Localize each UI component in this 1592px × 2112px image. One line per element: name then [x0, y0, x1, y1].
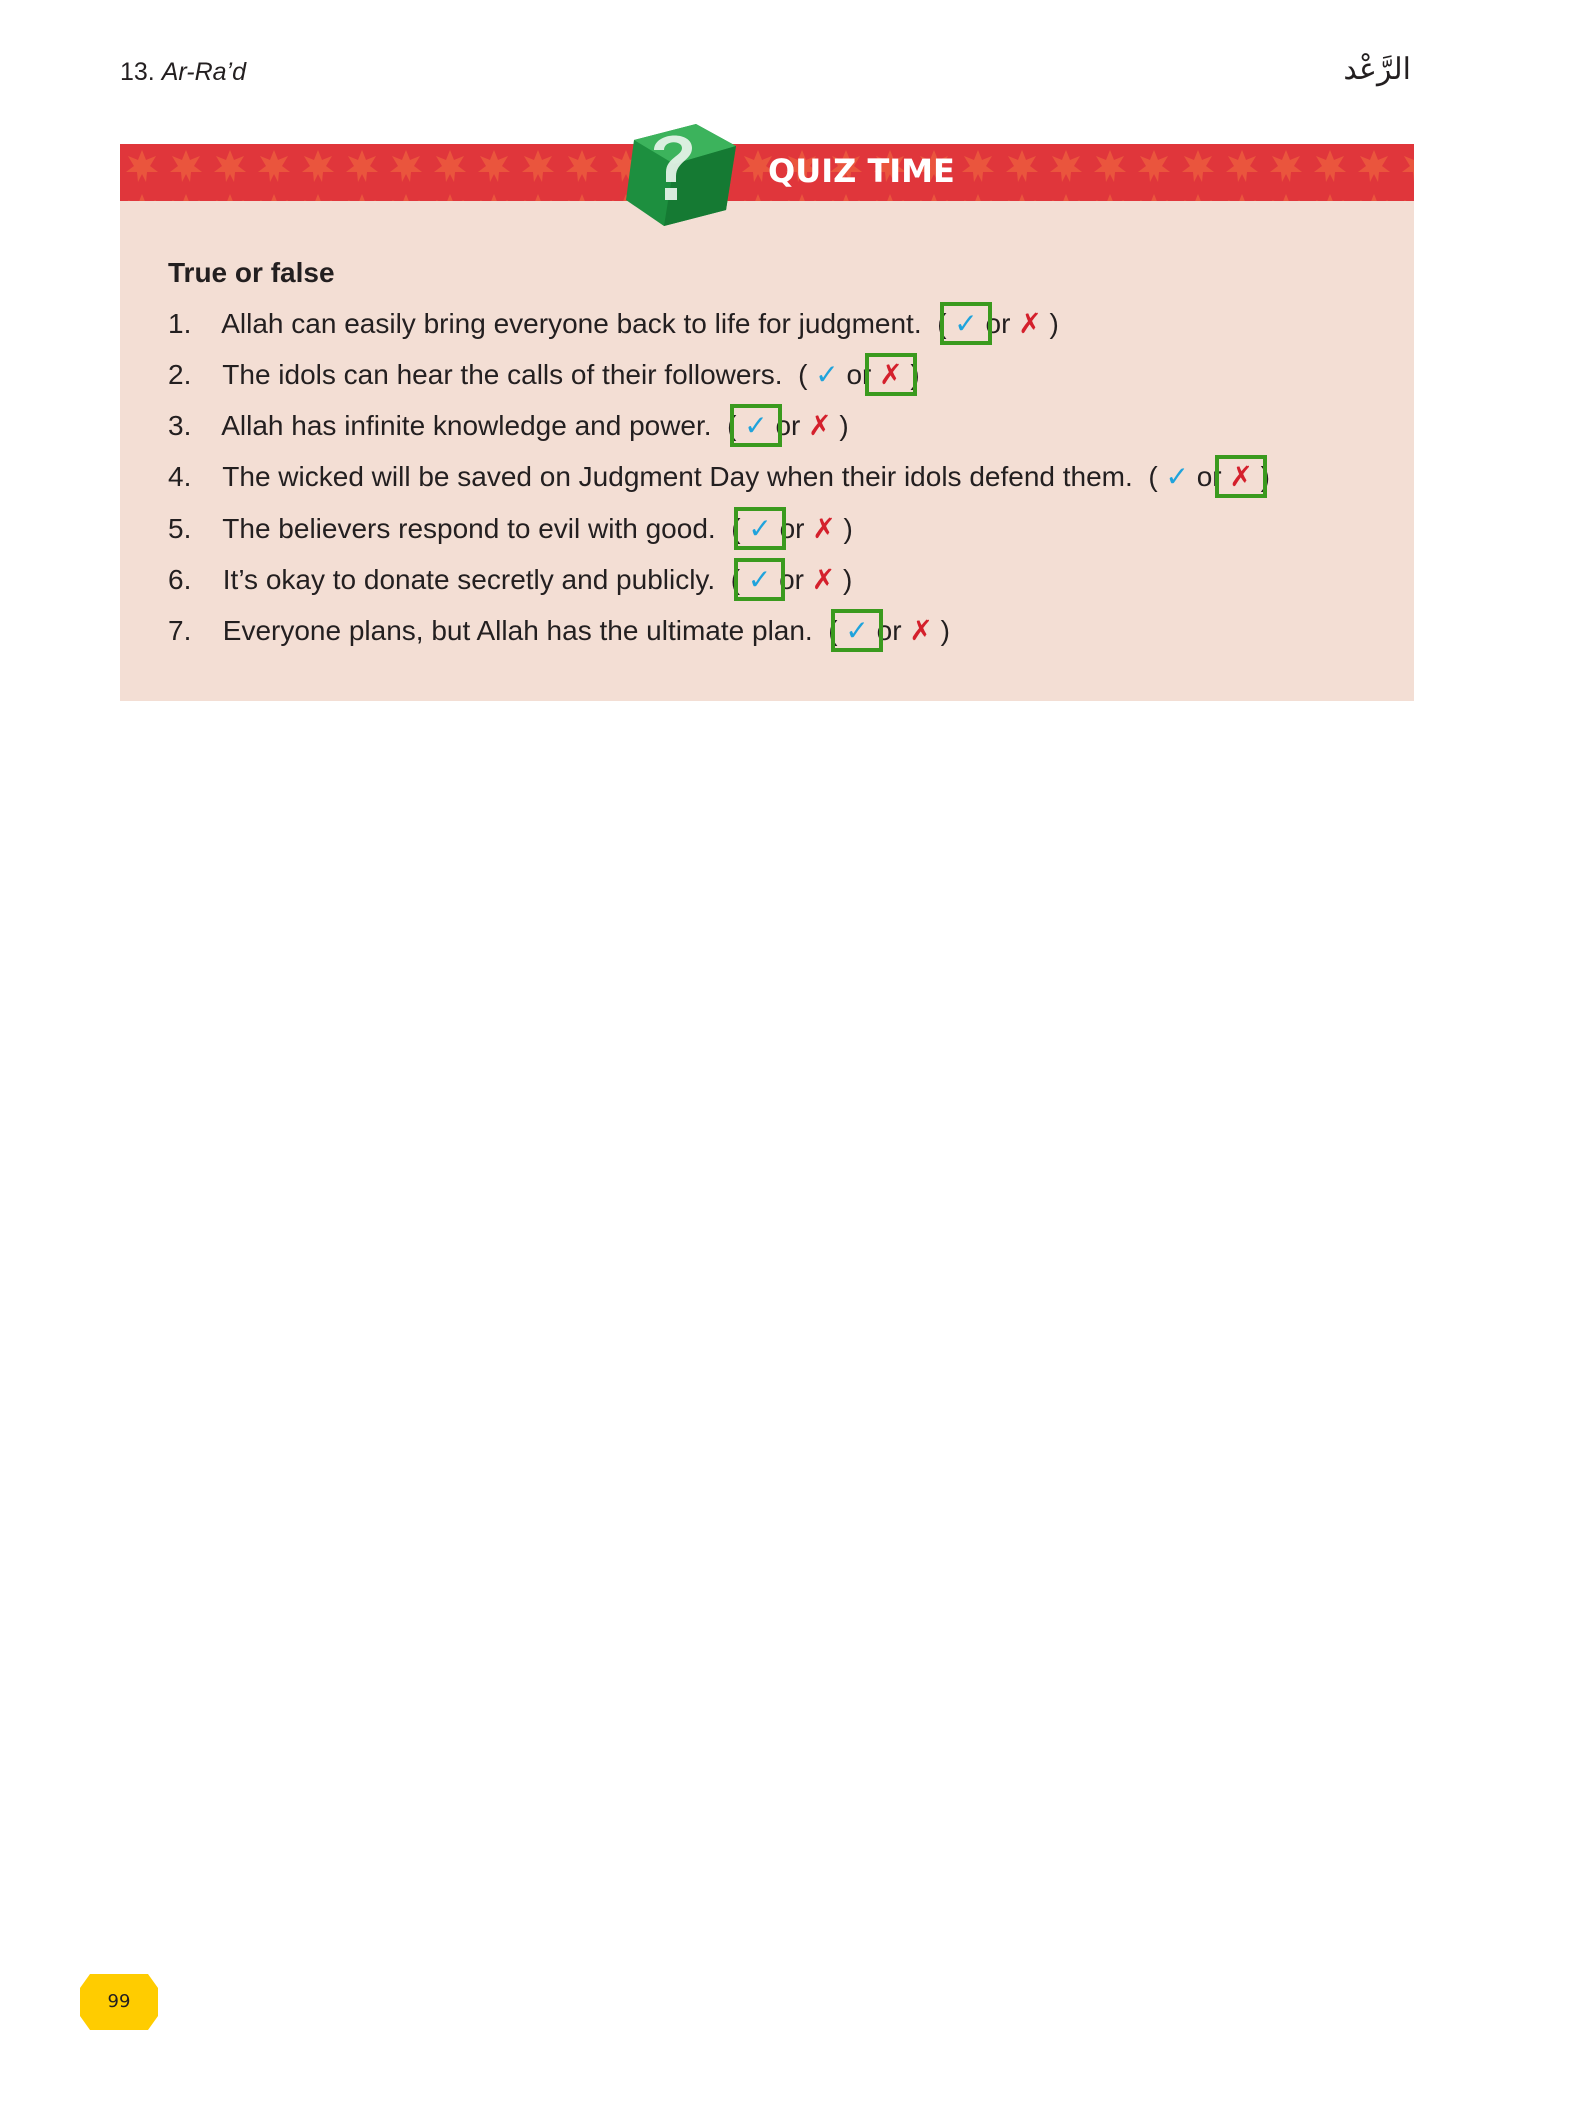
open-paren: ( — [828, 615, 838, 646]
cross-option[interactable]: ✗ — [811, 564, 836, 595]
quiz-box — [120, 144, 1414, 701]
question-number: 5. — [168, 513, 192, 544]
selected-answer-box — [940, 302, 991, 345]
close-paren: ) — [839, 410, 849, 441]
open-paren: ( — [727, 410, 737, 441]
open-paren: ( — [1148, 461, 1158, 492]
open-paren: ( — [937, 308, 947, 339]
open-paren: ( — [798, 359, 808, 390]
close-paren: ) — [1049, 308, 1059, 339]
chapter-header — [120, 58, 246, 87]
question-number: 3. — [168, 410, 192, 441]
question-number: 1. — [168, 308, 192, 339]
close-paren: ) — [843, 513, 853, 544]
or-word: or — [876, 615, 902, 646]
chapter-number: 13. — [120, 58, 155, 86]
question-text: Everyone plans, but Allah has the ultimate plan. — [222, 615, 813, 646]
question-number: 2. — [168, 359, 192, 390]
close-paren: ) — [1260, 461, 1270, 492]
or-word: or — [985, 308, 1011, 339]
question-text: The idols can hear the calls of their followers. — [222, 359, 783, 390]
question-number: 6. — [168, 564, 192, 595]
cross-option[interactable]: ✗ — [1229, 461, 1253, 492]
cross-option[interactable]: ✗ — [879, 359, 903, 390]
question-mark-cube-icon — [620, 110, 742, 232]
selected-answer-box — [734, 558, 785, 601]
question-item — [168, 304, 1059, 344]
or-word: or — [846, 359, 872, 390]
check-option[interactable]: ✓ — [747, 564, 772, 595]
cross-option[interactable]: ✗ — [1018, 308, 1042, 339]
question-text: Allah has infinite knowledge and power. — [221, 410, 712, 441]
cross-option[interactable]: ✗ — [909, 615, 933, 646]
selected-answer-box — [730, 404, 781, 447]
banner-title: QUIZ TIME — [768, 152, 955, 190]
close-paren: ) — [910, 359, 920, 390]
question-text: Allah can easily bring everyone back to life for judgment. — [221, 308, 922, 339]
check-option[interactable]: ✓ — [748, 513, 772, 544]
question-item — [168, 457, 1270, 497]
cross-option[interactable]: ✗ — [808, 410, 832, 441]
check-option[interactable]: ✓ — [954, 308, 978, 339]
question-number: 7. — [168, 615, 192, 646]
or-word: or — [1196, 461, 1222, 492]
question-text: The wicked will be saved on Judgment Day when their idols defend them. — [222, 461, 1133, 492]
question-number: 4. — [168, 461, 192, 492]
selected-answer-box — [831, 609, 882, 652]
banner-star-pattern — [120, 144, 1414, 201]
open-paren: ( — [731, 513, 741, 544]
or-word: or — [775, 410, 801, 441]
chapter-name: Ar-Ra’d — [161, 58, 247, 86]
or-word: or — [779, 513, 805, 544]
cross-option[interactable]: ✗ — [812, 513, 836, 544]
selected-answer-box — [1215, 455, 1266, 498]
quiz-banner — [120, 144, 1414, 201]
close-paren: ) — [940, 615, 950, 646]
question-text: The believers respond to evil with good. — [222, 513, 716, 544]
question-text: It’s okay to donate secretly and publicly. — [222, 564, 716, 595]
selected-answer-box — [734, 507, 785, 550]
check-option[interactable]: ✓ — [1165, 461, 1189, 492]
open-paren: ( — [730, 564, 741, 595]
quiz-heading: True or false — [168, 257, 335, 288]
page-number: 99 — [107, 1991, 131, 2012]
selected-answer-box — [865, 353, 916, 396]
question-item — [168, 355, 920, 395]
check-option[interactable]: ✓ — [845, 615, 869, 646]
or-word: or — [779, 564, 804, 595]
check-option[interactable]: ✓ — [815, 359, 839, 390]
check-option[interactable]: ✓ — [744, 410, 768, 441]
arabic-title: الرَّعْد — [1343, 52, 1411, 87]
close-paren: ) — [843, 564, 853, 595]
